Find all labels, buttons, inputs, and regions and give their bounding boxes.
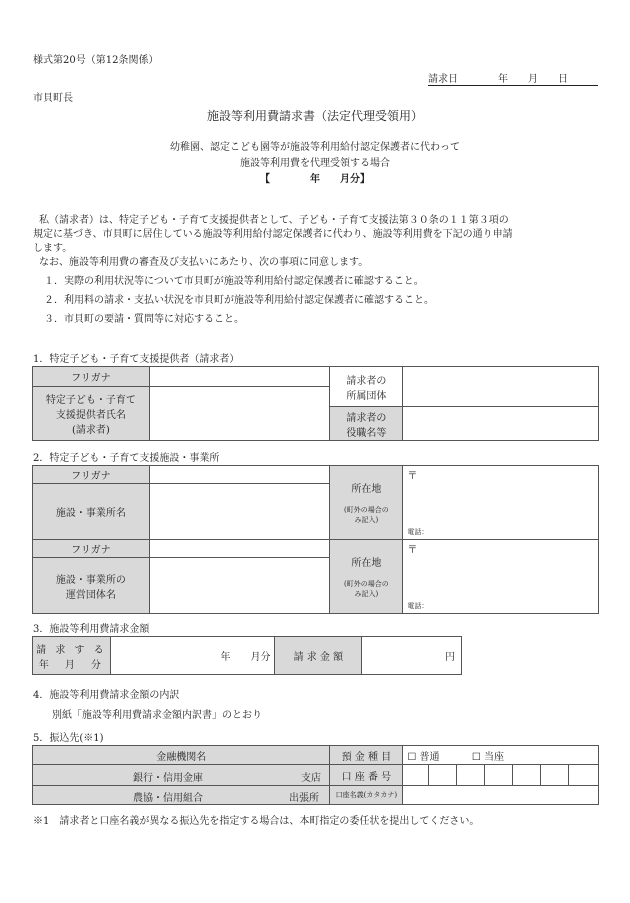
agri-name-field[interactable]: 農協・信用組合 出張所	[33, 786, 330, 805]
deposit-type-field[interactable]	[403, 746, 599, 765]
bank-name-field[interactable]: 銀行・信用金庫 支店	[33, 765, 330, 786]
consent-item-2: ２．利用料の請求・支払い状況を市貝町が施設等利用給付認定保護者に確認すること。	[44, 295, 434, 306]
furigana-field[interactable]	[149, 367, 330, 387]
furigana-label: フリガナ	[33, 367, 150, 387]
para1-line-2: 規定に基づき、市貝町に居住している施設等利用給付認定保護者に代わり、施設等利用費を下記の通り申請	[33, 229, 513, 240]
footnote: ※1 請求者と口座名義が異なる振込先を指定する場合は、本町指定の委任状を提出してください。	[33, 816, 480, 827]
facility-furigana-label: フリガナ	[33, 466, 150, 484]
facility-location-field[interactable]: 〒 電話：	[403, 466, 599, 540]
billing-period: 【 年 月分】	[260, 174, 370, 185]
para2: なお、施設等利用費の審査及び支払いにあたり、次の事項に同意します。	[39, 257, 369, 268]
deposit-type-label: 預 金 種 目	[330, 746, 403, 765]
account-digit-2[interactable]	[429, 765, 457, 786]
account-digit-6[interactable]	[541, 765, 569, 786]
request-month-field[interactable]: 年 月分	[110, 637, 275, 675]
facility-name-field[interactable]	[149, 484, 330, 540]
addressee: 市貝町長	[33, 93, 73, 104]
ordinary-checkbox[interactable]: ☐ 普通	[407, 751, 440, 763]
amount-field[interactable]: 円	[362, 637, 462, 675]
consent-item-3: ３．市貝町の要請・質問等に対応すること。	[44, 314, 244, 325]
provider-name-label: 特定子ども・子育て 支援提供者氏名 (請求者)	[33, 387, 150, 441]
operator-name-label: 施設・事業所の 運営団体名	[33, 558, 150, 614]
operator-furigana-field[interactable]	[149, 540, 330, 558]
role-label: 請求者の 役職名等	[330, 407, 403, 441]
request-month-label: 請 求 す る 年 月 分	[33, 637, 111, 675]
amount-label: 請 求 金 額	[275, 637, 362, 675]
account-digit-1[interactable]	[403, 765, 429, 786]
subtitle-line-2: 施設等利用費を代理受領する場合	[240, 158, 390, 169]
account-name-field[interactable]	[403, 786, 599, 805]
page-title: 施設等利用費請求書（法定代理受領用）	[206, 109, 423, 123]
requester-table	[32, 366, 599, 441]
account-digit-4[interactable]	[485, 765, 513, 786]
account-digit-3[interactable]	[457, 765, 485, 786]
para1-line-3: します。	[33, 243, 73, 254]
account-digit-5[interactable]	[513, 765, 541, 786]
provider-name-field[interactable]	[149, 387, 330, 441]
section2-heading: 2．特定子ども・子育て支援施設・事業所	[33, 453, 220, 464]
facility-location-label: 所在地 (町外の場合の み記入)	[330, 466, 403, 540]
subtitle-line-1: 幼稚園、認定こども園等が施設等利用給付認定保護者に代わって	[170, 142, 460, 153]
account-number-label: 口 座 番 号	[330, 765, 403, 786]
operator-furigana-label: フリガナ	[33, 540, 150, 558]
request-date: 請求日 年 月 日	[428, 70, 598, 86]
facility-furigana-field[interactable]	[149, 466, 330, 484]
section4-heading: 4．施設等利用費請求金額の内訳	[33, 690, 180, 701]
org-field[interactable]	[403, 367, 599, 407]
consent-item-1: １．実際の利用状況等について市貝町が施設等利用給付認定保護者に確認すること。	[44, 276, 424, 287]
operator-name-field[interactable]	[149, 558, 330, 614]
operator-location-label: 所在地 (町外の場合の み記入)	[330, 540, 403, 614]
para1-line-1: 私（請求者）は、特定子ども・子育て支援提供者として、子ども・子育て支援法第３０条の１１第３項の	[39, 215, 509, 226]
amount-table	[32, 636, 462, 675]
account-name-label: 口座名義(カタカナ)	[330, 786, 403, 805]
bank-table	[32, 745, 599, 805]
role-field[interactable]	[403, 407, 599, 441]
institution-label: 金融機関名	[33, 746, 330, 765]
facility-name-label: 施設・事業所名	[33, 484, 150, 540]
form-number: 様式第20号（第12条関係）	[33, 55, 159, 66]
section3-heading: 3．施設等利用費請求金額	[33, 624, 150, 635]
current-checkbox[interactable]: ☐ 当座	[471, 751, 504, 763]
operator-location-field[interactable]: 〒 電話：	[403, 540, 599, 614]
section5-heading: 5．振込先(※1)	[33, 733, 104, 744]
account-digit-7[interactable]	[569, 765, 599, 786]
facility-table	[32, 465, 599, 614]
breakdown-note: 別紙「施設等利用費請求金額内訳書」のとおり	[52, 710, 262, 721]
section1-heading: 1．特定子ども・子育て支援提供者（請求者）	[33, 354, 240, 365]
org-label: 請求者の 所属団体	[330, 367, 403, 407]
